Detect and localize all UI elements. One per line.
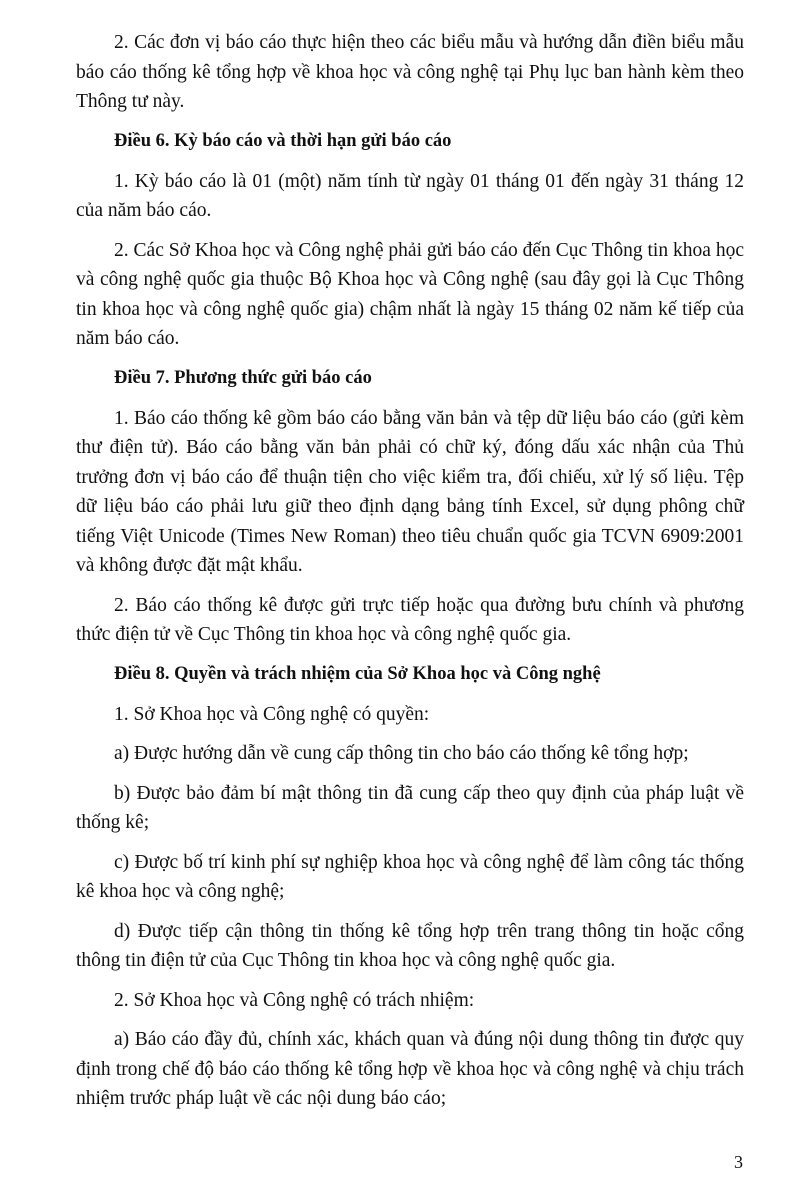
paragraph-article8-clause1-d: d) Được tiếp cận thông tin thống kê tổng hợp trên trang thông tin hoặc cổng thông tin điện tử của Cục Thông tin khoa học và công nghệ quốc gia.: [76, 920, 744, 971]
paragraph-article7-clause1: 1. Báo cáo thống kê gồm báo cáo bằng văn bản và tệp dữ liệu báo cáo (gửi kèm thư điện tử). Báo cáo bằng văn bản phải có chữ ký, đóng dấu xác nhận của Thủ trưởng đơn vị báo cáo để thuận tiện cho việc kiểm tra, đối chiếu, xử lý số liệu. Tệp dữ liệu báo cáo phải lưu giữ theo định dạng bảng tính Excel, sử dụng phông chữ tiếng Việt Unicode (Times New Roman) theo tiêu chuẩn quốc gia TCVN 6909:2001 và không được đặt mật khẩu.: [76, 407, 744, 576]
heading-article-8: Điều 8. Quyền và trách nhiệm của Sở Khoa học và Công nghệ: [114, 663, 601, 684]
heading-article-7: Điều 7. Phương thức gửi báo cáo: [114, 367, 372, 388]
paragraph-article6-clause2: 2. Các Sở Khoa học và Công nghệ phải gửi báo cáo đến Cục Thông tin khoa học và công nghệ quốc gia thuộc Bộ Khoa học và Công nghệ (sau đây gọi là Cục Thông tin khoa học và công nghệ quốc gia) chậm nhất là ngày 15 tháng 02 năm kế tiếp của năm báo cáo.: [76, 239, 744, 349]
paragraph-article8-clause1-c: c) Được bố trí kinh phí sự nghiệp khoa học và công nghệ để làm công tác thống kê khoa học và công nghệ;: [76, 851, 744, 902]
paragraph-article8-clause2: 2. Sở Khoa học và Công nghệ có trách nhiệm:: [114, 989, 475, 1011]
page-number: 3: [734, 1152, 743, 1172]
document-body: [76, 28, 744, 1124]
paragraph-article8-clause1: 1. Sở Khoa học và Công nghệ có quyền:: [114, 703, 430, 725]
paragraph-article8-clause1-b: b) Được bảo đảm bí mật thông tin đã cung cấp theo quy định của pháp luật về thống kê;: [76, 782, 744, 833]
heading-article-6: Điều 6. Kỳ báo cáo và thời hạn gửi báo cáo: [114, 130, 452, 151]
paragraph-article8-clause2-a: a) Báo cáo đầy đủ, chính xác, khách quan và đúng nội dung thông tin được quy định trong chế độ báo cáo thống kê tổng hợp về khoa học và công nghệ và chịu trách nhiệm trước pháp luật về các nội dung báo cáo;: [76, 1029, 744, 1109]
paragraph-article5-clause2: 2. Các đơn vị báo cáo thực hiện theo các biểu mẫu và hướng dẫn điền biểu mẫu báo cáo thống kê tổng hợp về khoa học và công nghệ tại Phụ lục ban hành kèm theo Thông tư này.: [76, 32, 744, 112]
paragraph-article8-clause1-a: a) Được hướng dẫn về cung cấp thông tin cho báo cáo thống kê tổng hợp;: [114, 743, 689, 764]
paragraph-article6-clause1: 1. Kỳ báo cáo là 01 (một) năm tính từ ngày 01 tháng 01 đến ngày 31 tháng 12 của năm báo cáo.: [76, 170, 744, 221]
paragraph-article7-clause2: 2. Báo cáo thống kê được gửi trực tiếp hoặc qua đường bưu chính và phương thức điện tử về Cục Thông tin khoa học và công nghệ quốc gia.: [76, 594, 744, 645]
